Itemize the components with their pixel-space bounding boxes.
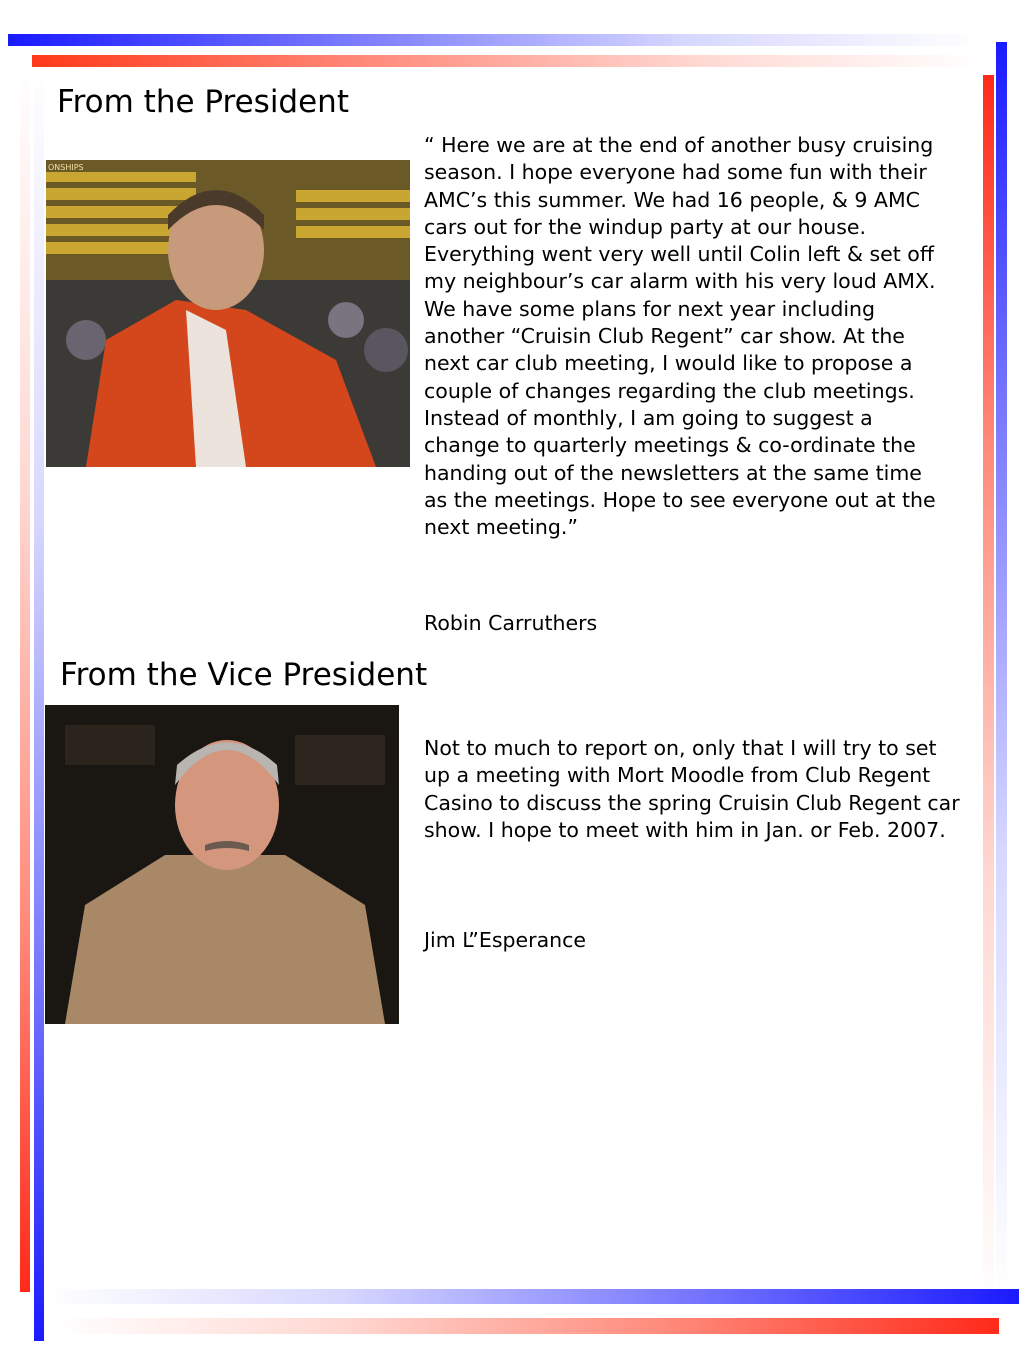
president-signature: Robin Carruthers [424, 611, 598, 635]
bottom-red-border [56, 1318, 999, 1334]
left-red-border [20, 60, 30, 1292]
vice-president-message: Not to much to report on, only that I will try to set up a meeting with Mort Moodle from Club Regent Casino to discuss the spring Cruisin Club Regent car show. I hope to meet with him in Jan. or Feb. 2007. [424, 736, 960, 842]
top-red-border [32, 55, 982, 67]
right-red-border [983, 75, 994, 1313]
left-blue-border [34, 68, 44, 1341]
president-photo [46, 160, 410, 467]
president-message: “ Here we are at the end of another busy cruising season. I hope everyone had some fun with their AMC’s this summer. We had 16 people, & 9 AMC cars out for the windup party at our house. Everything went very well until Colin left & set off my neighbour’s car alarm with his very loud AMX. We have some plans for next year including another “Cruisin Club Regent” car show. At the next car club meeting, I would like to propose a couple of changes regarding the club meetings. Instead of monthly, I am going to suggest a change to quarterly meetings & co-ordinate the handing out of the newsletters at the same time as the meetings. Hope to see everyone out at the next meeting.” [424, 133, 936, 540]
top-blue-border [8, 34, 983, 46]
vice-president-heading: From the Vice President [60, 657, 428, 693]
vice-president-signature: Jim L”Esperance [424, 928, 587, 952]
bottom-blue-border [44, 1289, 1019, 1304]
photo-banner-text: ONSHIPS [48, 163, 84, 172]
president-heading: From the President [57, 84, 349, 120]
right-blue-border [996, 42, 1007, 1297]
vice-president-photo [45, 705, 399, 1024]
